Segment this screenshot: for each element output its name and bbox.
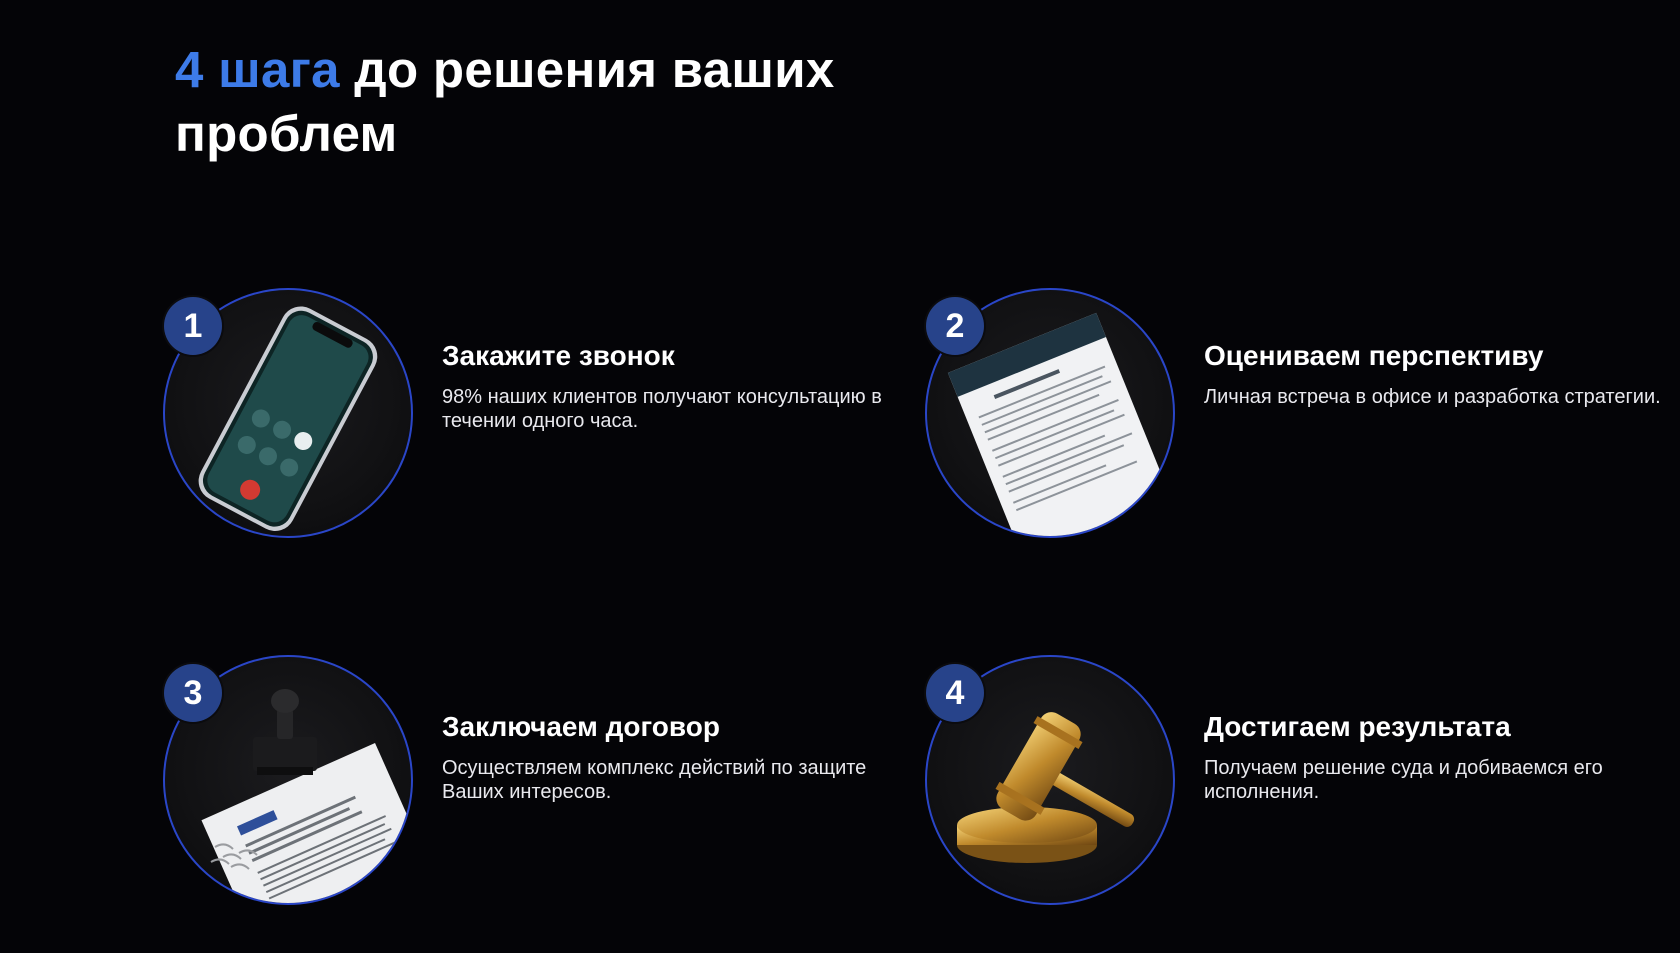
step-3 — [160, 655, 920, 915]
step-title: Достигаем результата — [1204, 711, 1511, 742]
step-number-badge: 3 — [164, 664, 222, 722]
page-title — [175, 38, 935, 166]
step-title: Заключаем договор — [442, 711, 720, 742]
step-number-badge: 4 — [926, 664, 984, 722]
step-description: Получаем решение суда и добиваемся его исполнения. — [1204, 757, 1603, 803]
step-number-badge: 2 — [926, 297, 984, 355]
title-accent: 4 шага — [175, 41, 340, 98]
step-description: Личная встреча в офисе и разработка стратегии. — [1204, 386, 1661, 408]
step-4 — [922, 655, 1680, 915]
step-title: Оцениваем перспективу — [1204, 340, 1544, 371]
step-title: Закажите звонок — [442, 340, 675, 371]
step-description: Осуществляем комплекс действий по защите Ваших интересов. — [442, 757, 867, 803]
step-2 — [922, 288, 1680, 548]
step-description: 98% наших клиентов получают консультацию в течении одного часа. — [442, 386, 882, 432]
step-1 — [160, 288, 920, 548]
title-rest: до решения ваших проблем — [175, 41, 835, 162]
step-number-badge: 1 — [164, 297, 222, 355]
